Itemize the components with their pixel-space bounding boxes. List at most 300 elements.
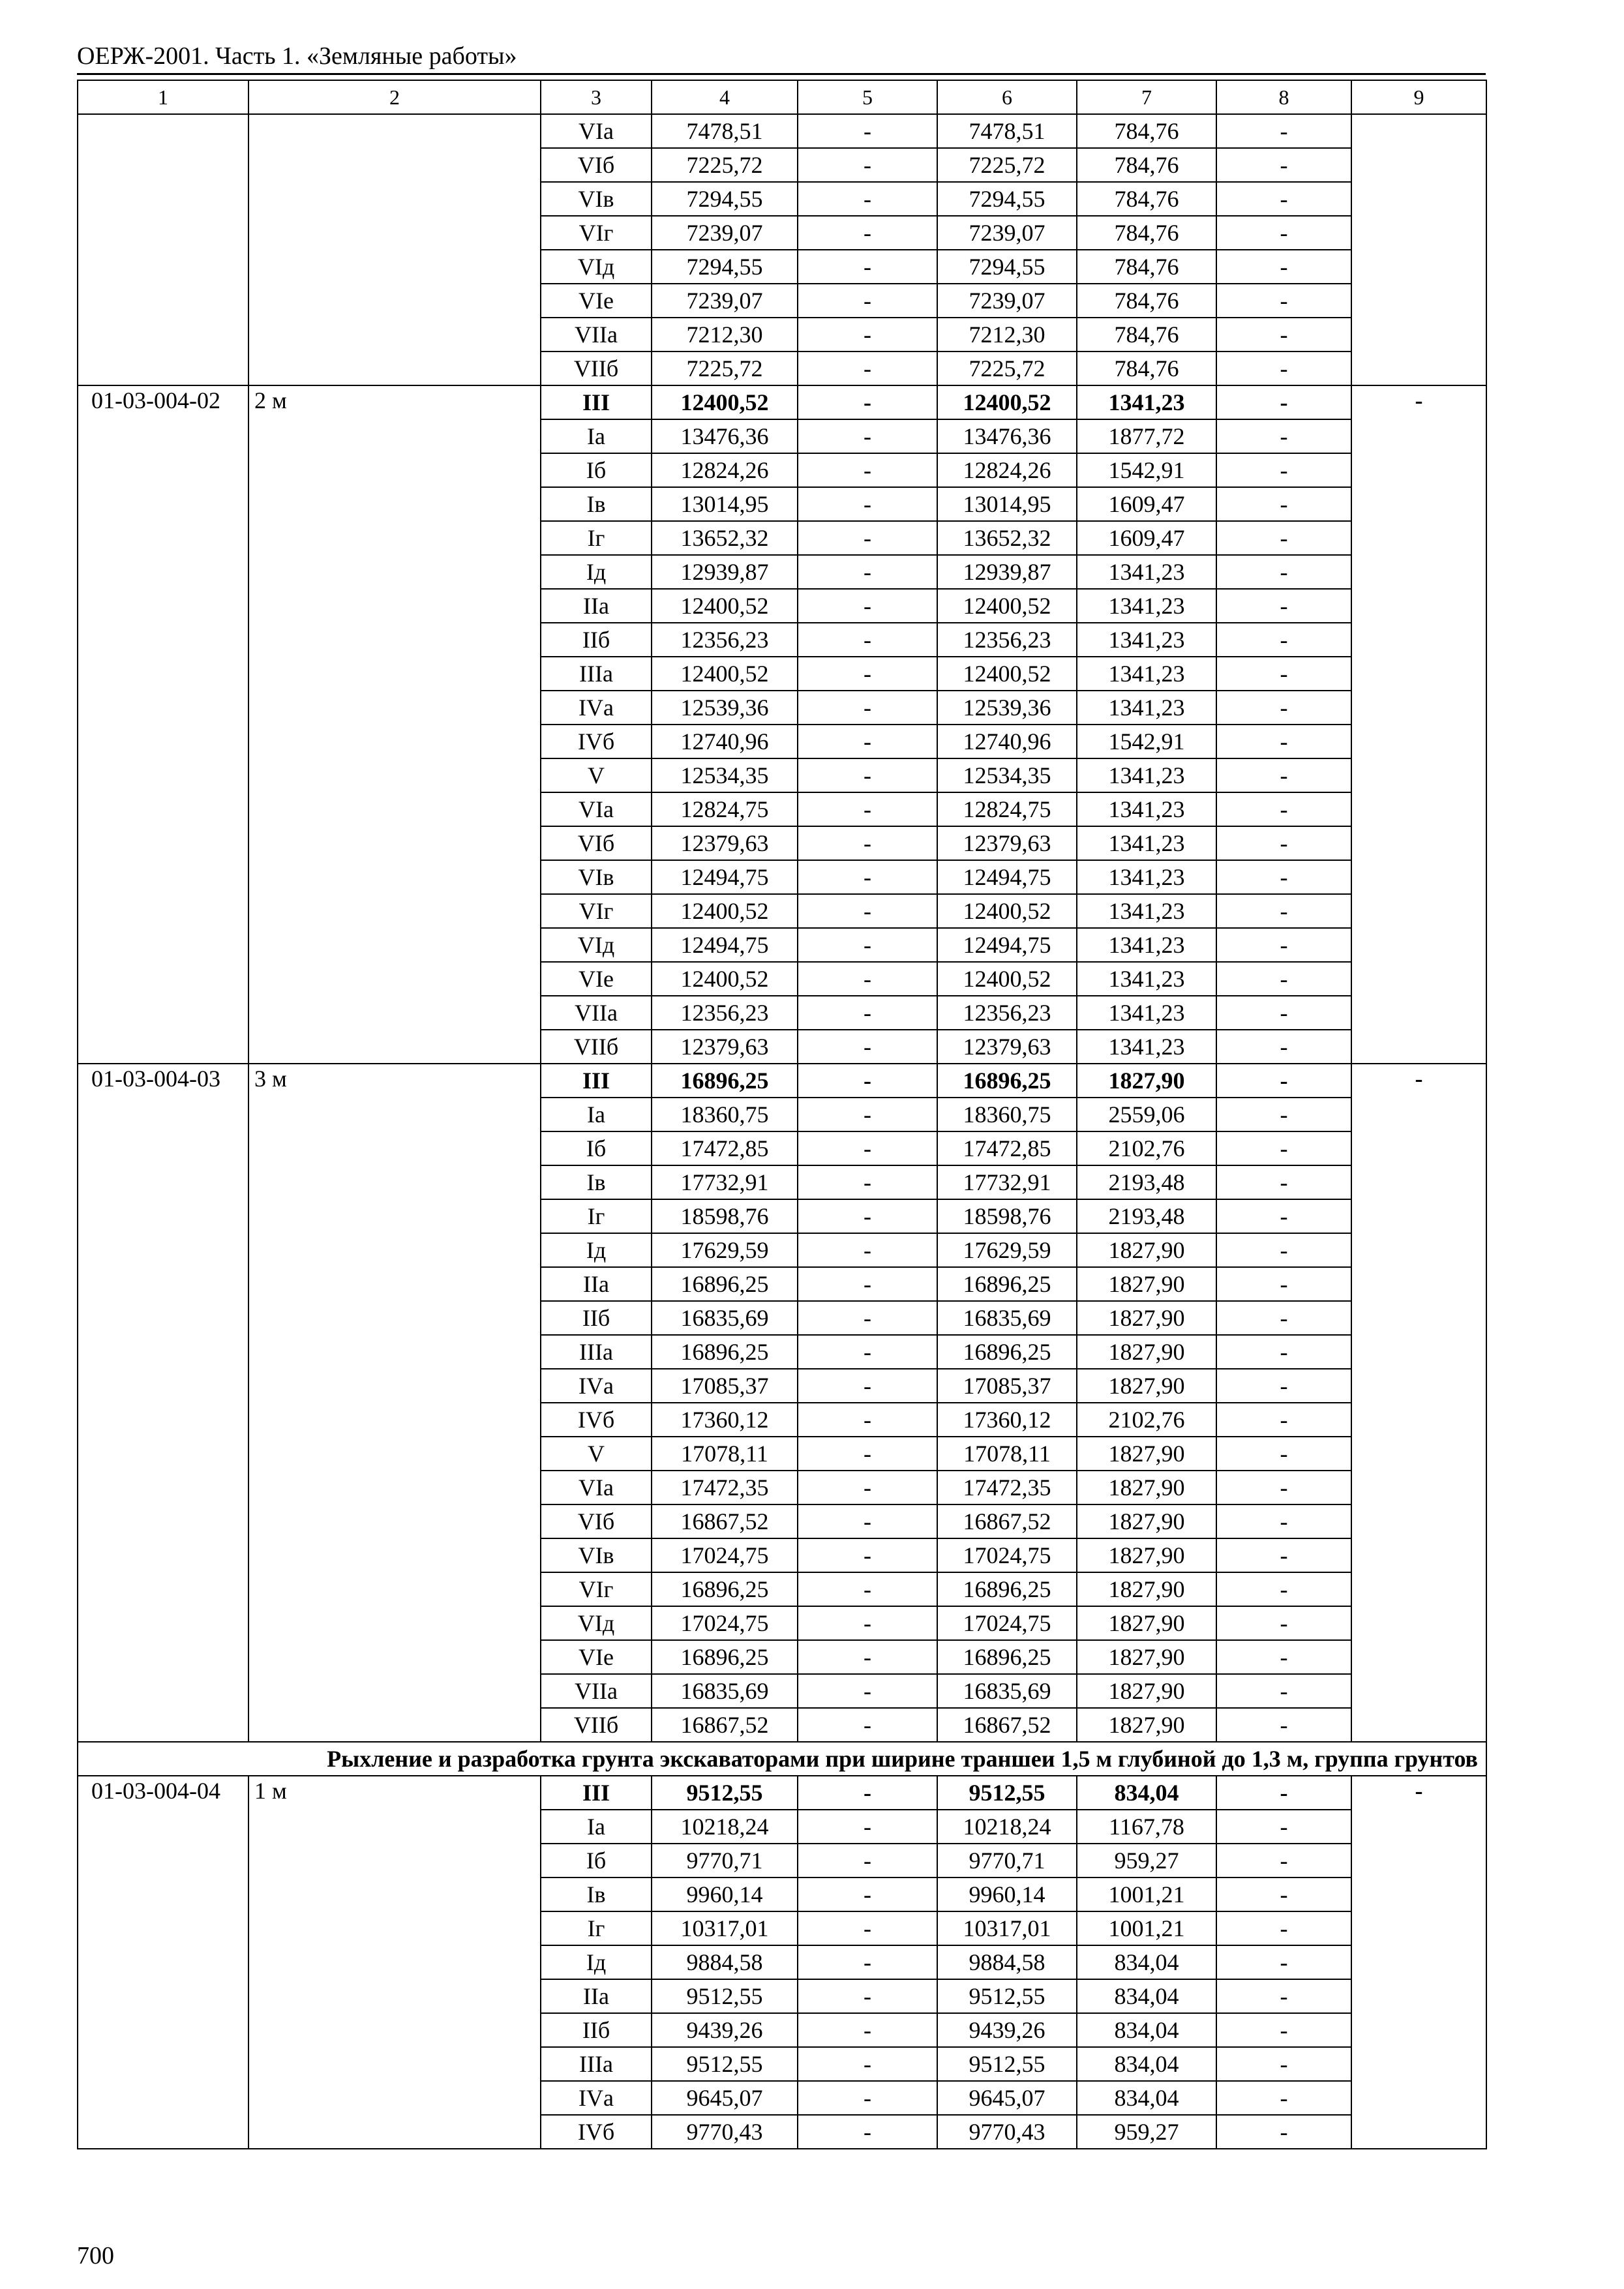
- machinist-wages-cell: 784,76: [1077, 284, 1216, 318]
- trench-depth-cell: 1 м: [248, 1776, 541, 2149]
- direct-cost-cell: 12356,23: [652, 623, 798, 657]
- soil-group-cell: IIа: [541, 589, 652, 623]
- machinist-wages-cell: 1167,78: [1077, 1810, 1216, 1844]
- soil-group-cell: Iг: [541, 1911, 652, 1945]
- column-number: 4: [652, 80, 798, 114]
- machinist-wages-cell: 784,76: [1077, 318, 1216, 352]
- direct-cost-cell: 9512,55: [652, 2047, 798, 2081]
- wages-cell: -: [798, 385, 937, 419]
- direct-cost-cell: 7225,72: [652, 352, 798, 385]
- table-row: [78, 1776, 1486, 1810]
- machine-cost-cell: 7294,55: [937, 182, 1077, 216]
- wages-cell: -: [798, 758, 937, 792]
- wages-cell: -: [798, 1335, 937, 1369]
- soil-group-cell: III: [541, 385, 652, 419]
- wages-cell: -: [798, 1165, 937, 1199]
- column-number: 3: [541, 80, 652, 114]
- soil-group-cell: Iв: [541, 1878, 652, 1911]
- machinist-wages-cell: 1827,90: [1077, 1606, 1216, 1640]
- wages-cell: -: [798, 250, 937, 284]
- soil-group-cell: IVб: [541, 2115, 652, 2149]
- machine-cost-cell: 9512,55: [937, 1979, 1077, 2013]
- machinist-wages-cell: 834,04: [1077, 2081, 1216, 2115]
- section-heading: Рыхление и разработка грунта экскаваторами при ширине траншеи 1,5 м глубиной до 1,3 м, группа грунтов: [78, 1742, 1486, 1776]
- wages-cell: -: [798, 1810, 937, 1844]
- machine-cost-cell: 12939,87: [937, 555, 1077, 589]
- wages-cell: -: [798, 114, 937, 148]
- wages-cell: -: [798, 453, 937, 487]
- machine-cost-cell: 13652,32: [937, 521, 1077, 555]
- wages-cell: -: [798, 1369, 937, 1403]
- materials-cell: -: [1216, 1979, 1351, 2013]
- machinist-wages-cell: 959,27: [1077, 2115, 1216, 2149]
- wages-cell: -: [798, 623, 937, 657]
- soil-group-cell: VIIа: [541, 318, 652, 352]
- soil-group-cell: VIд: [541, 1606, 652, 1640]
- materials-cell: -: [1216, 1844, 1351, 1878]
- direct-cost-cell: 7239,07: [652, 216, 798, 250]
- wages-cell: -: [798, 826, 937, 860]
- wages-cell: -: [798, 1030, 937, 1064]
- soil-group-cell: IIIа: [541, 1335, 652, 1369]
- soil-group-cell: VIб: [541, 148, 652, 182]
- soil-group-cell: IIб: [541, 2013, 652, 2047]
- direct-cost-cell: 7294,55: [652, 250, 798, 284]
- materials-cell: -: [1216, 1165, 1351, 1199]
- wages-cell: -: [798, 1504, 937, 1538]
- materials-cell: -: [1216, 148, 1351, 182]
- wages-cell: -: [798, 2115, 937, 2149]
- soil-group-cell: VIг: [541, 1572, 652, 1606]
- materials-cell: -: [1216, 1030, 1351, 1064]
- materials-cell: -: [1216, 1878, 1351, 1911]
- machinist-wages-cell: 784,76: [1077, 114, 1216, 148]
- machinist-wages-cell: 784,76: [1077, 250, 1216, 284]
- wages-cell: -: [798, 1301, 937, 1335]
- column-number-row: [78, 80, 1486, 114]
- machine-cost-cell: 9884,58: [937, 1945, 1077, 1979]
- soil-group-cell: Iа: [541, 1098, 652, 1131]
- soil-group-cell: Iд: [541, 555, 652, 589]
- machine-cost-cell: 12400,52: [937, 657, 1077, 691]
- direct-cost-cell: 16835,69: [652, 1674, 798, 1708]
- machine-cost-cell: 7294,55: [937, 250, 1077, 284]
- materials-cell: -: [1216, 826, 1351, 860]
- machinist-wages-cell: 1827,90: [1077, 1267, 1216, 1301]
- direct-cost-cell: 17085,37: [652, 1369, 798, 1403]
- materials-cell: -: [1216, 1098, 1351, 1131]
- wages-cell: -: [798, 1471, 937, 1504]
- wages-cell: -: [798, 1199, 937, 1233]
- soil-group-cell: IIб: [541, 623, 652, 657]
- machine-cost-cell: 16896,25: [937, 1064, 1077, 1098]
- wages-cell: -: [798, 1131, 937, 1165]
- machinist-wages-cell: 1827,90: [1077, 1064, 1216, 1098]
- rate-code-cell: 01-03-004-03: [78, 1064, 248, 1742]
- machinist-wages-cell: 1341,23: [1077, 555, 1216, 589]
- machinist-wages-cell: 834,04: [1077, 1776, 1216, 1810]
- wages-cell: -: [798, 1064, 937, 1098]
- rate-code-cell: 01-03-004-02: [78, 385, 248, 1064]
- soil-group-cell: Iг: [541, 521, 652, 555]
- machine-cost-cell: 13014,95: [937, 487, 1077, 521]
- machine-cost-cell: 16896,25: [937, 1335, 1077, 1369]
- direct-cost-cell: 16896,25: [652, 1572, 798, 1606]
- materials-cell: -: [1216, 2115, 1351, 2149]
- machinist-wages-cell: 834,04: [1077, 1945, 1216, 1979]
- materials-cell: -: [1216, 521, 1351, 555]
- machine-cost-cell: 16835,69: [937, 1301, 1077, 1335]
- machinist-wages-cell: 1341,23: [1077, 996, 1216, 1030]
- machine-cost-cell: 18360,75: [937, 1098, 1077, 1131]
- soil-group-cell: VIIб: [541, 1708, 652, 1742]
- machinist-wages-cell: 1827,90: [1077, 1504, 1216, 1538]
- direct-cost-cell: 12824,75: [652, 792, 798, 826]
- machine-cost-cell: 13476,36: [937, 419, 1077, 453]
- machine-cost-cell: 9645,07: [937, 2081, 1077, 2115]
- soil-group-cell: IIIа: [541, 657, 652, 691]
- direct-cost-cell: 12356,23: [652, 996, 798, 1030]
- wages-cell: -: [798, 657, 937, 691]
- direct-cost-cell: 7239,07: [652, 284, 798, 318]
- wages-cell: -: [798, 1708, 937, 1742]
- wages-cell: -: [798, 1640, 937, 1674]
- machine-cost-cell: 12400,52: [937, 385, 1077, 419]
- wages-cell: -: [798, 792, 937, 826]
- machinist-wages-cell: 1609,47: [1077, 521, 1216, 555]
- direct-cost-cell: 12400,52: [652, 657, 798, 691]
- materials-cell: -: [1216, 1131, 1351, 1165]
- machine-cost-cell: 17472,85: [937, 1131, 1077, 1165]
- materials-cell: -: [1216, 1471, 1351, 1504]
- materials-cell: -: [1216, 114, 1351, 148]
- machinist-wages-cell: 834,04: [1077, 1979, 1216, 2013]
- wages-cell: -: [798, 2081, 937, 2115]
- wages-cell: -: [798, 928, 937, 962]
- soil-group-cell: Iб: [541, 453, 652, 487]
- direct-cost-cell: 16867,52: [652, 1708, 798, 1742]
- machinist-wages-cell: 1001,21: [1077, 1911, 1216, 1945]
- machine-cost-cell: 12356,23: [937, 623, 1077, 657]
- direct-cost-cell: 10317,01: [652, 1911, 798, 1945]
- wages-cell: -: [798, 725, 937, 758]
- direct-cost-cell: 17472,35: [652, 1471, 798, 1504]
- direct-cost-cell: 9512,55: [652, 1979, 798, 2013]
- materials-cell: -: [1216, 1911, 1351, 1945]
- soil-group-cell: VIв: [541, 182, 652, 216]
- materials-cell: -: [1216, 589, 1351, 623]
- machine-cost-cell: 12379,63: [937, 1030, 1077, 1064]
- direct-cost-cell: 13652,32: [652, 521, 798, 555]
- soil-group-cell: IVа: [541, 2081, 652, 2115]
- machinist-wages-cell: 1341,23: [1077, 623, 1216, 657]
- machine-cost-cell: 7478,51: [937, 114, 1077, 148]
- wages-cell: -: [798, 1233, 937, 1267]
- machinist-wages-cell: 1341,23: [1077, 657, 1216, 691]
- wages-cell: -: [798, 352, 937, 385]
- machinist-wages-cell: 834,04: [1077, 2047, 1216, 2081]
- materials-cell: -: [1216, 657, 1351, 691]
- column-number: 5: [798, 80, 937, 114]
- materials-cell: -: [1216, 284, 1351, 318]
- machine-cost-cell: 17732,91: [937, 1165, 1077, 1199]
- machine-cost-cell: 9512,55: [937, 2047, 1077, 2081]
- col9-cell: -: [1351, 1776, 1486, 2149]
- machine-cost-cell: 12824,75: [937, 792, 1077, 826]
- wages-cell: -: [798, 2013, 937, 2047]
- machine-cost-cell: 12400,52: [937, 894, 1077, 928]
- machinist-wages-cell: 1341,23: [1077, 589, 1216, 623]
- machinist-wages-cell: 1827,90: [1077, 1369, 1216, 1403]
- direct-cost-cell: 13014,95: [652, 487, 798, 521]
- wages-cell: -: [798, 962, 937, 996]
- machine-cost-cell: 17085,37: [937, 1369, 1077, 1403]
- materials-cell: -: [1216, 419, 1351, 453]
- materials-cell: -: [1216, 928, 1351, 962]
- machine-cost-cell: 16867,52: [937, 1504, 1077, 1538]
- materials-cell: -: [1216, 352, 1351, 385]
- machinist-wages-cell: 2559,06: [1077, 1098, 1216, 1131]
- materials-cell: -: [1216, 1810, 1351, 1844]
- machinist-wages-cell: 1341,23: [1077, 792, 1216, 826]
- machine-cost-cell: 16835,69: [937, 1674, 1077, 1708]
- direct-cost-cell: 12939,87: [652, 555, 798, 589]
- machine-cost-cell: 12494,75: [937, 928, 1077, 962]
- machinist-wages-cell: 1341,23: [1077, 894, 1216, 928]
- table-body: [78, 80, 1486, 2149]
- materials-cell: -: [1216, 691, 1351, 725]
- machinist-wages-cell: 1341,23: [1077, 826, 1216, 860]
- wages-cell: -: [798, 1437, 937, 1471]
- direct-cost-cell: 7294,55: [652, 182, 798, 216]
- direct-cost-cell: 12539,36: [652, 691, 798, 725]
- wages-cell: -: [798, 1572, 937, 1606]
- machine-cost-cell: 12740,96: [937, 725, 1077, 758]
- direct-cost-cell: 12379,63: [652, 1030, 798, 1064]
- materials-cell: -: [1216, 1945, 1351, 1979]
- soil-group-cell: Iд: [541, 1233, 652, 1267]
- soil-group-cell: VIе: [541, 284, 652, 318]
- materials-cell: -: [1216, 623, 1351, 657]
- materials-cell: -: [1216, 453, 1351, 487]
- machinist-wages-cell: 1827,90: [1077, 1437, 1216, 1471]
- direct-cost-cell: 12534,35: [652, 758, 798, 792]
- machine-cost-cell: 12824,26: [937, 453, 1077, 487]
- page-header-title: ОЕРЖ-2001. Часть 1. «Земляные работы»: [77, 42, 517, 70]
- soil-group-cell: VIе: [541, 1640, 652, 1674]
- direct-cost-cell: 17078,11: [652, 1437, 798, 1471]
- materials-cell: -: [1216, 1708, 1351, 1742]
- materials-cell: -: [1216, 1267, 1351, 1301]
- soil-group-cell: VIIб: [541, 1030, 652, 1064]
- wages-cell: -: [798, 216, 937, 250]
- soil-group-cell: VIб: [541, 1504, 652, 1538]
- direct-cost-cell: 17629,59: [652, 1233, 798, 1267]
- direct-cost-cell: 12400,52: [652, 962, 798, 996]
- machine-cost-cell: 9770,43: [937, 2115, 1077, 2149]
- soil-group-cell: III: [541, 1064, 652, 1098]
- wages-cell: -: [798, 1979, 937, 2013]
- materials-cell: -: [1216, 725, 1351, 758]
- direct-cost-cell: 12494,75: [652, 860, 798, 894]
- materials-cell: -: [1216, 1674, 1351, 1708]
- direct-cost-cell: 17732,91: [652, 1165, 798, 1199]
- machine-cost-cell: 12539,36: [937, 691, 1077, 725]
- column-number: 2: [248, 80, 541, 114]
- materials-cell: -: [1216, 1233, 1351, 1267]
- direct-cost-cell: 17360,12: [652, 1403, 798, 1437]
- soil-group-cell: VIа: [541, 1471, 652, 1504]
- direct-cost-cell: 16896,25: [652, 1267, 798, 1301]
- machinist-wages-cell: 1827,90: [1077, 1674, 1216, 1708]
- machine-cost-cell: 7225,72: [937, 148, 1077, 182]
- wages-cell: -: [798, 521, 937, 555]
- direct-cost-cell: 9960,14: [652, 1878, 798, 1911]
- soil-group-cell: IIа: [541, 1979, 652, 2013]
- machinist-wages-cell: 834,04: [1077, 2013, 1216, 2047]
- wages-cell: -: [798, 1538, 937, 1572]
- wages-cell: -: [798, 1911, 937, 1945]
- direct-cost-cell: 18360,75: [652, 1098, 798, 1131]
- wages-cell: -: [798, 148, 937, 182]
- machine-cost-cell: 12400,52: [937, 962, 1077, 996]
- trench-depth-cell: 3 м: [248, 1064, 541, 1742]
- direct-cost-cell: 12400,52: [652, 385, 798, 419]
- machinist-wages-cell: 959,27: [1077, 1844, 1216, 1878]
- materials-cell: -: [1216, 1776, 1351, 1810]
- soil-group-cell: VIIб: [541, 352, 652, 385]
- materials-cell: -: [1216, 1369, 1351, 1403]
- soil-group-cell: Iб: [541, 1131, 652, 1165]
- direct-cost-cell: 12740,96: [652, 725, 798, 758]
- soil-group-cell: VIг: [541, 894, 652, 928]
- machine-cost-cell: 17078,11: [937, 1437, 1077, 1471]
- machinist-wages-cell: 1001,21: [1077, 1878, 1216, 1911]
- machine-cost-cell: 17024,75: [937, 1538, 1077, 1572]
- machinist-wages-cell: 784,76: [1077, 182, 1216, 216]
- direct-cost-cell: 16896,25: [652, 1640, 798, 1674]
- soil-group-cell: VIе: [541, 962, 652, 996]
- wages-cell: -: [798, 182, 937, 216]
- materials-cell: -: [1216, 894, 1351, 928]
- soil-group-cell: VIд: [541, 928, 652, 962]
- soil-group-cell: VIд: [541, 250, 652, 284]
- wages-cell: -: [798, 1098, 937, 1131]
- soil-group-cell: VIг: [541, 216, 652, 250]
- materials-cell: -: [1216, 1403, 1351, 1437]
- soil-group-cell: VIIа: [541, 996, 652, 1030]
- machine-cost-cell: 9512,55: [937, 1776, 1077, 1810]
- machinist-wages-cell: 1827,90: [1077, 1335, 1216, 1369]
- direct-cost-cell: 16867,52: [652, 1504, 798, 1538]
- materials-cell: -: [1216, 555, 1351, 589]
- wages-cell: -: [798, 555, 937, 589]
- machine-cost-cell: 10317,01: [937, 1911, 1077, 1945]
- rate-code-cell: 01-03-004-04: [78, 1776, 248, 2149]
- machine-cost-cell: 10218,24: [937, 1810, 1077, 1844]
- materials-cell: -: [1216, 1335, 1351, 1369]
- machinist-wages-cell: 1877,72: [1077, 419, 1216, 453]
- machine-cost-cell: 16896,25: [937, 1267, 1077, 1301]
- machine-cost-cell: 17472,35: [937, 1471, 1077, 1504]
- direct-cost-cell: 17472,85: [652, 1131, 798, 1165]
- trench-depth-cell: 2 м: [248, 385, 541, 1064]
- direct-cost-cell: 9770,71: [652, 1844, 798, 1878]
- wages-cell: -: [798, 419, 937, 453]
- machine-cost-cell: 17629,59: [937, 1233, 1077, 1267]
- direct-cost-cell: 9439,26: [652, 2013, 798, 2047]
- soil-group-cell: IIа: [541, 1267, 652, 1301]
- soil-group-cell: Iв: [541, 1165, 652, 1199]
- machinist-wages-cell: 1827,90: [1077, 1640, 1216, 1674]
- wages-cell: -: [798, 1674, 937, 1708]
- table-row: [78, 114, 1486, 148]
- machinist-wages-cell: 784,76: [1077, 216, 1216, 250]
- wages-cell: -: [798, 2047, 937, 2081]
- direct-cost-cell: 12494,75: [652, 928, 798, 962]
- wages-cell: -: [798, 1844, 937, 1878]
- wages-cell: -: [798, 487, 937, 521]
- wages-cell: -: [798, 1403, 937, 1437]
- soil-group-cell: III: [541, 1776, 652, 1810]
- direct-cost-cell: 13476,36: [652, 419, 798, 453]
- materials-cell: -: [1216, 2047, 1351, 2081]
- machine-cost-cell: 9439,26: [937, 2013, 1077, 2047]
- machinist-wages-cell: 2102,76: [1077, 1403, 1216, 1437]
- direct-cost-cell: 16896,25: [652, 1064, 798, 1098]
- soil-group-cell: V: [541, 1437, 652, 1471]
- machinist-wages-cell: 784,76: [1077, 148, 1216, 182]
- wages-cell: -: [798, 860, 937, 894]
- soil-group-cell: VIб: [541, 826, 652, 860]
- machinist-wages-cell: 1827,90: [1077, 1708, 1216, 1742]
- soil-group-cell: IVб: [541, 1403, 652, 1437]
- direct-cost-cell: 18598,76: [652, 1199, 798, 1233]
- direct-cost-cell: 17024,75: [652, 1538, 798, 1572]
- materials-cell: -: [1216, 318, 1351, 352]
- machinist-wages-cell: 784,76: [1077, 352, 1216, 385]
- direct-cost-cell: 16896,25: [652, 1335, 798, 1369]
- soil-group-cell: Iв: [541, 487, 652, 521]
- machinist-wages-cell: 2102,76: [1077, 1131, 1216, 1165]
- materials-cell: -: [1216, 1064, 1351, 1098]
- machine-cost-cell: 17024,75: [937, 1606, 1077, 1640]
- machinist-wages-cell: 1827,90: [1077, 1572, 1216, 1606]
- header-rule: [77, 73, 1486, 75]
- machinist-wages-cell: 1827,90: [1077, 1538, 1216, 1572]
- machine-cost-cell: 17360,12: [937, 1403, 1077, 1437]
- machine-cost-cell: 12379,63: [937, 826, 1077, 860]
- column-number: 8: [1216, 80, 1351, 114]
- materials-cell: -: [1216, 250, 1351, 284]
- materials-cell: -: [1216, 487, 1351, 521]
- soil-group-cell: V: [541, 758, 652, 792]
- soil-group-cell: VIIа: [541, 1674, 652, 1708]
- direct-cost-cell: 12824,26: [652, 453, 798, 487]
- wages-cell: -: [798, 1606, 937, 1640]
- materials-cell: -: [1216, 1301, 1351, 1335]
- materials-cell: -: [1216, 1572, 1351, 1606]
- direct-cost-cell: 12400,52: [652, 589, 798, 623]
- section-heading-row: [78, 1742, 1486, 1776]
- wages-cell: -: [798, 1878, 937, 1911]
- soil-group-cell: Iг: [541, 1199, 652, 1233]
- soil-group-cell: VIа: [541, 114, 652, 148]
- machinist-wages-cell: 2193,48: [1077, 1199, 1216, 1233]
- machine-cost-cell: 12494,75: [937, 860, 1077, 894]
- direct-cost-cell: 7478,51: [652, 114, 798, 148]
- materials-cell: -: [1216, 1606, 1351, 1640]
